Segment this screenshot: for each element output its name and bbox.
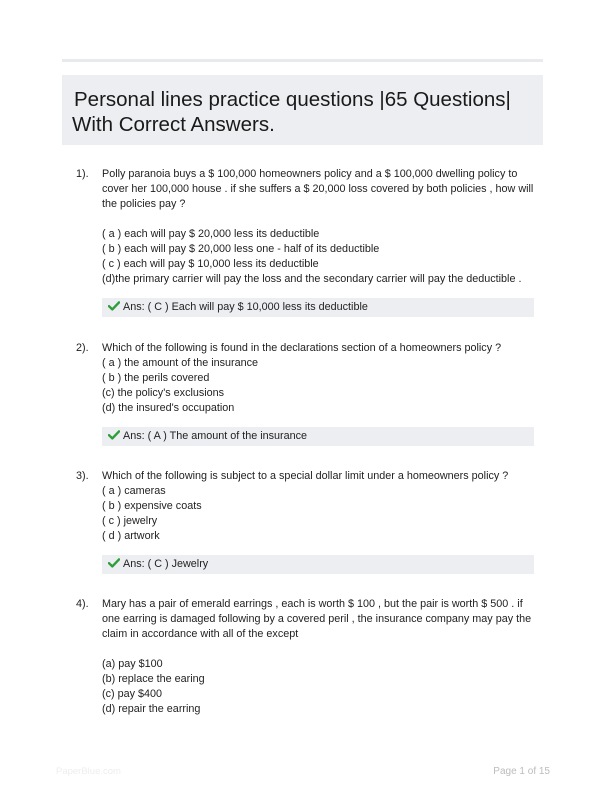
option-a: (a) pay $100 [102,658,163,670]
question-number: 1). [76,168,89,180]
option-c: (c) pay $400 [102,688,163,700]
option-c: ( c ) each will pay $ 10,000 less its deductible [102,258,319,270]
option-b: ( b ) expensive coats [102,500,202,512]
answer-box-2 [102,427,534,446]
answer-text: Ans: ( C ) Jewelry [123,558,209,570]
option-d: (d)the primary carrier will pay the loss and the secondary carrier will pay the deductible . [102,273,522,285]
question-text-line: Polly paranoia buys a $ 100,000 homeowners policy and a $ 100,000 dwelling policy to [102,168,518,180]
document-title [62,75,543,145]
check-icon [108,558,120,568]
page-number: Page 1 of 15 [493,766,550,777]
answer-box-3 [102,555,534,574]
question-text [102,341,546,356]
question-number: 3). [76,470,89,482]
question-1 [76,167,546,287]
question-text-line: claim in accordance with all of the except [102,628,299,640]
question-text [102,167,546,212]
question-text-line: Which of the following is subject to a special dollar limit under a homeowners policy ? [102,470,509,482]
option-d: ( d ) artwork [102,530,160,542]
question-2 [76,341,546,416]
answer-box-1 [102,298,534,317]
option-list [102,484,546,544]
question-3 [76,469,546,544]
option-c: ( c ) jewelry [102,515,158,527]
option-c: (c) the policy's exclusions [102,387,225,399]
title-line-1: Personal lines practice questions |65 Questions| [74,88,511,111]
question-text-line: one earring is damaged following by a covered peril , the insurance company may pay the [102,613,532,625]
question-text [102,597,546,642]
question-text-line: Which of the following is found in the declarations section of a homeowners policy ? [102,342,502,354]
answer-text: Ans: ( A ) The amount of the insurance [123,430,308,442]
question-text [102,469,546,484]
option-b: ( b ) the perils covered [102,372,210,384]
option-a: ( a ) the amount of the insurance [102,357,259,369]
check-icon [108,301,120,311]
option-d: (d) the insured's occupation [102,402,235,414]
option-list [102,356,546,416]
answer-text: Ans: ( C ) Each will pay $ 10,000 less its deductible [123,301,368,313]
option-a: ( a ) each will pay $ 20,000 less its deductible [102,228,320,240]
question-number: 4). [76,598,89,610]
option-a: ( a ) cameras [102,485,166,497]
option-list [102,227,546,287]
top-divider [62,59,543,62]
question-text-line: Mary has a pair of emerald earrings , each is worth $ 100 , but the pair is worth $ 500 . if [102,598,523,610]
question-4 [76,597,546,717]
title-line-2: With Correct Answers. [72,113,275,136]
question-text-line: the policies pay ? [102,198,186,210]
option-b: (b) replace the earing [102,673,205,685]
question-text-line: cover her 100,000 house . if she suffers a $ 20,000 loss covered by both policies , how will [102,183,534,195]
question-number: 2). [76,342,89,354]
check-icon [108,430,120,440]
option-d: (d) repair the earring [102,703,201,715]
footer-watermark: PaperBlue.com [56,766,121,777]
option-list [102,657,546,717]
option-b: ( b ) each will pay $ 20,000 less one - half of its deductible [102,243,380,255]
